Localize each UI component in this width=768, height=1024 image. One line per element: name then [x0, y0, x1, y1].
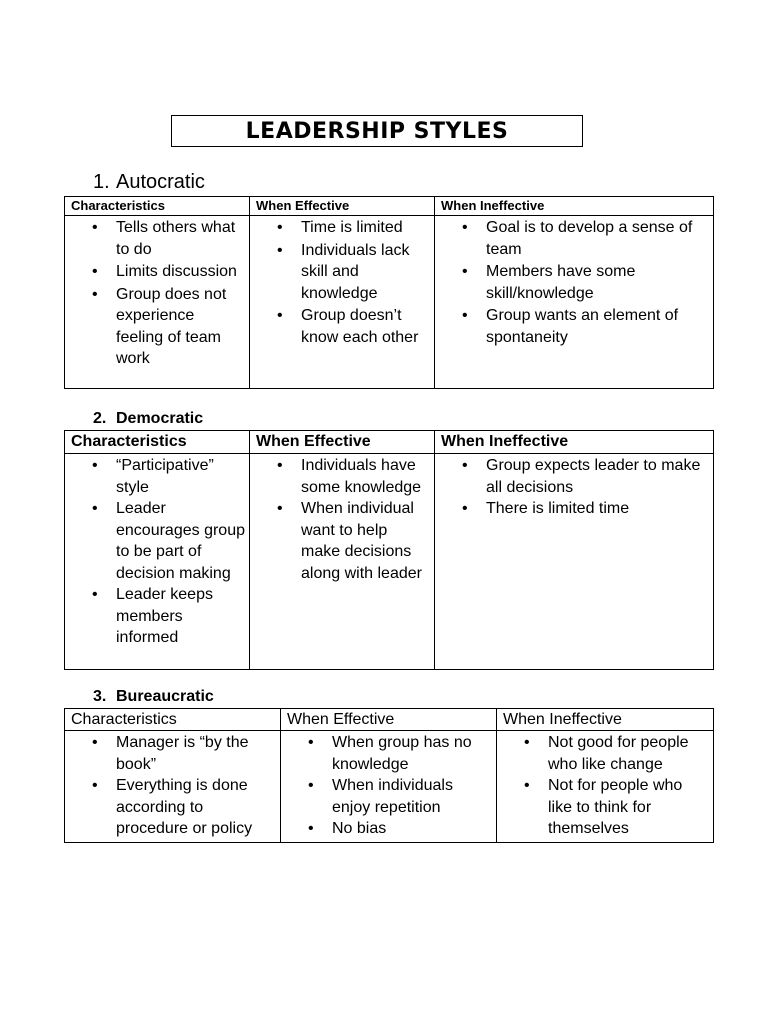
- list-item: • Not good for people who like change: [497, 732, 713, 775]
- table-row: [65, 216, 714, 389]
- header-when-ineffective: When Ineffective: [497, 709, 714, 731]
- header-when-ineffective: When Ineffective: [435, 431, 714, 454]
- header-when-ineffective: When Ineffective: [435, 197, 714, 216]
- title-box: [171, 115, 583, 147]
- header-when-effective: When Effective: [250, 197, 435, 216]
- list-item: • Individuals have some knowledge: [250, 455, 434, 498]
- header-characteristics: Characteristics: [65, 431, 250, 454]
- table-header-row: [65, 197, 714, 216]
- section-heading-autocratic: [93, 171, 205, 194]
- section-heading-bureaucratic: [93, 688, 214, 706]
- list-item: • “Participative” style: [65, 455, 249, 498]
- section-number: 2.: [93, 410, 107, 427]
- autocratic-table: [64, 196, 714, 389]
- characteristics-cell: [65, 454, 250, 670]
- page-title: LEADERSHIP STYLES: [245, 118, 509, 144]
- table-header-row: [65, 709, 714, 731]
- list-item: • Goal is to develop a sense of team: [435, 217, 713, 260]
- bullet-list: [497, 731, 713, 840]
- when-effective-cell: [281, 731, 497, 843]
- table-row: [65, 731, 714, 843]
- header-characteristics: Characteristics: [65, 709, 281, 731]
- list-item: • Leader encourages group to be part of decision making: [65, 498, 249, 584]
- list-item: • Tells others what to do: [65, 217, 249, 260]
- bullet-list: [250, 216, 434, 348]
- table-header-row: [65, 431, 714, 454]
- when-ineffective-cell: [435, 454, 714, 670]
- bullet-list: [435, 216, 713, 348]
- list-item: • Limits discussion: [65, 261, 249, 283]
- when-ineffective-cell: [497, 731, 714, 843]
- header-when-effective: When Effective: [281, 709, 497, 731]
- header-when-effective: When Effective: [250, 431, 435, 454]
- list-item: • Not for people who like to think for themselves: [497, 775, 713, 840]
- table-row: [65, 454, 714, 670]
- list-item: • Manager is “by the book”: [65, 732, 280, 775]
- characteristics-cell: [65, 216, 250, 389]
- bullet-list: [65, 216, 249, 370]
- section-number: 1.: [93, 171, 110, 193]
- bullet-list: [281, 731, 496, 840]
- section-name: Bureaucratic: [116, 688, 214, 705]
- list-item: • Group doesn’t know each other: [250, 305, 434, 348]
- when-ineffective-cell: [435, 216, 714, 389]
- list-item: • Time is limited: [250, 217, 434, 239]
- section-heading-democratic: [93, 410, 203, 428]
- bullet-list: [65, 454, 249, 649]
- democratic-table: [64, 430, 714, 670]
- list-item: • When group has no knowledge: [281, 732, 496, 775]
- list-item: • When individuals enjoy repetition: [281, 775, 496, 818]
- bullet-list: [435, 454, 713, 520]
- list-item: • Individuals lack skill and knowledge: [250, 240, 434, 305]
- list-item: • Group wants an element of spontaneity: [435, 305, 713, 348]
- list-item: • Members have some skill/knowledge: [435, 261, 713, 304]
- bullet-list: [250, 454, 434, 584]
- bureaucratic-table: [64, 708, 714, 843]
- list-item: • Everything is done according to procedure or policy: [65, 775, 280, 840]
- section-number: 3.: [93, 688, 107, 705]
- list-item: • When individual want to help make decisions along with leader: [250, 498, 434, 584]
- list-item: • Group does not experience feeling of team work: [65, 284, 249, 370]
- when-effective-cell: [250, 454, 435, 670]
- list-item: • No bias: [281, 818, 496, 840]
- characteristics-cell: [65, 731, 281, 843]
- header-characteristics: Characteristics: [65, 197, 250, 216]
- bullet-list: [65, 731, 280, 840]
- list-item: • Group expects leader to make all decisions: [435, 455, 713, 498]
- list-item: • There is limited time: [435, 498, 713, 520]
- when-effective-cell: [250, 216, 435, 389]
- list-item: • Leader keeps members informed: [65, 584, 249, 649]
- section-name: Autocratic: [116, 171, 205, 193]
- section-name: Democratic: [116, 410, 204, 427]
